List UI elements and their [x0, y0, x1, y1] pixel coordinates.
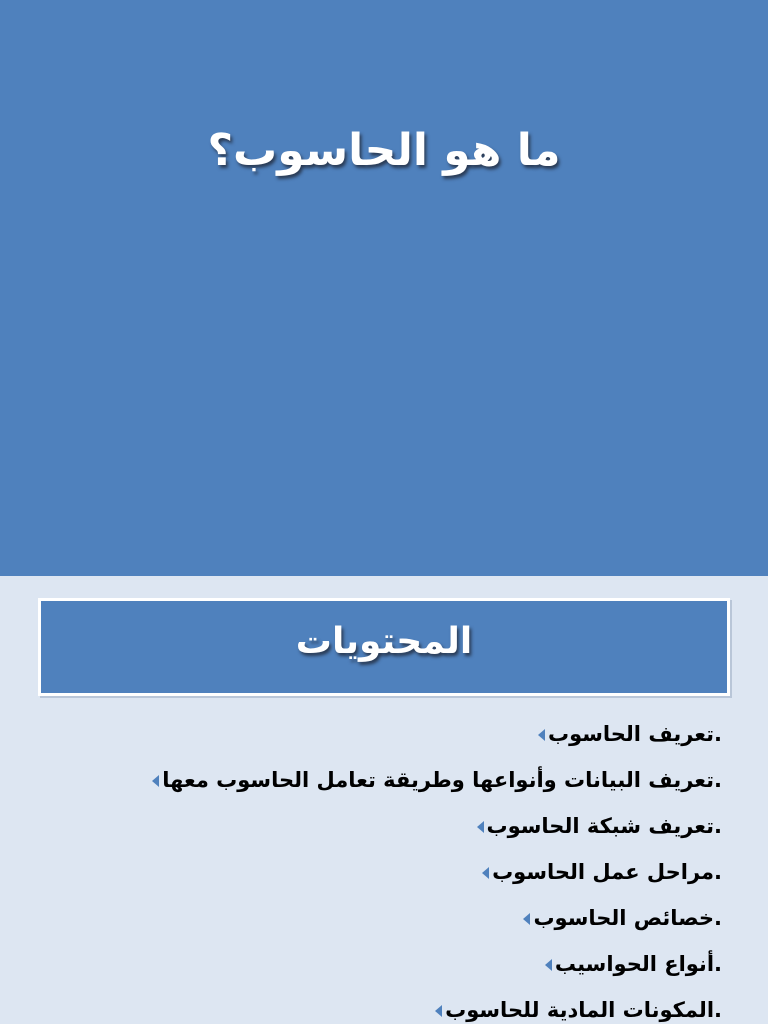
triangle-arrow-icon	[435, 1005, 442, 1017]
list-item	[152, 849, 722, 895]
list-item-label: .تعريف البيانات وأنواعها وطريقة تعامل الحاسوب معها	[162, 768, 722, 792]
triangle-arrow-icon	[477, 821, 484, 833]
list-item-label: .أنواع الحواسيب	[554, 952, 722, 976]
list-item	[152, 987, 722, 1024]
list-item	[152, 757, 722, 803]
contents-slide	[0, 576, 768, 1024]
slide-title: ما هو الحاسوب؟	[207, 125, 561, 176]
list-item	[152, 711, 722, 757]
list-item	[152, 895, 722, 941]
list-item-label: .مراحل عمل الحاسوب	[492, 860, 722, 884]
list-item-label: .تعريف الحاسوب	[547, 722, 722, 746]
triangle-arrow-icon	[538, 729, 545, 741]
list-item	[152, 803, 722, 849]
contents-header-box	[38, 598, 730, 696]
contents-header-title: المحتويات	[295, 621, 473, 662]
list-item-label: .تعريف شبكة الحاسوب	[486, 814, 722, 838]
list-item-label: .خصائص الحاسوب	[533, 906, 722, 930]
contents-list	[152, 711, 722, 1024]
list-item-label: .المكونات المادية للحاسوب	[445, 998, 722, 1022]
triangle-arrow-icon	[523, 913, 530, 925]
triangle-arrow-icon	[152, 775, 159, 787]
triangle-arrow-icon	[545, 959, 552, 971]
list-item	[152, 941, 722, 987]
triangle-arrow-icon	[482, 867, 489, 879]
